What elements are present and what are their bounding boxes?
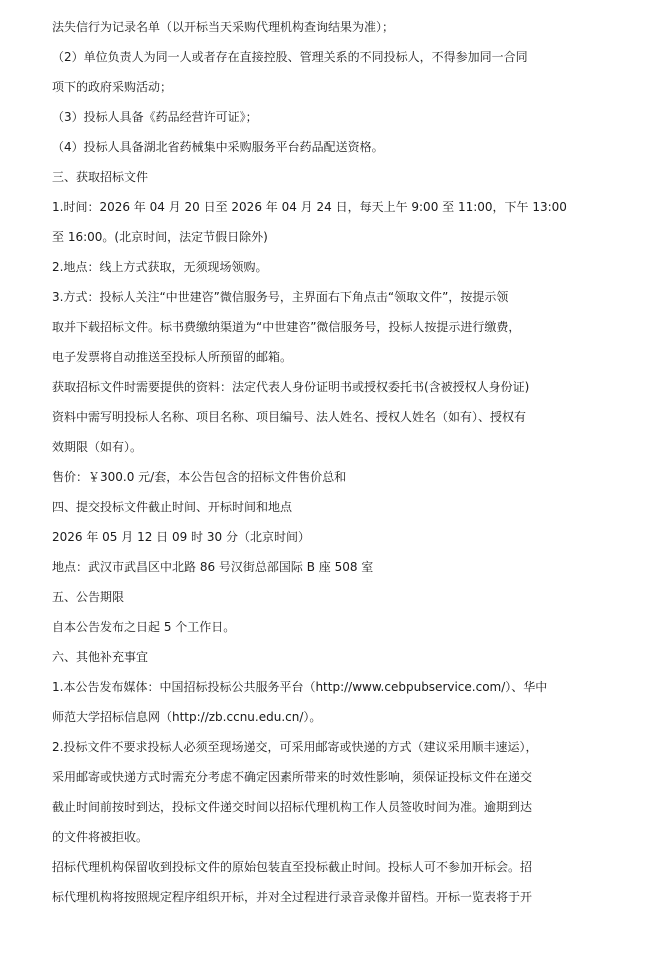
text-line: 1.时间：2026 年 04 月 20 日至 2026 年 04 月 24 日，每天上午 9:00 至 11:00，下午 13:00 bbox=[52, 200, 567, 214]
text-line: 采用邮寄或快递方式时需充分考虑不确定因素所带来的时效性影响，须保证投标文件在递交 bbox=[52, 770, 533, 784]
text-line: 的文件将被拒收。 bbox=[52, 830, 149, 844]
text-line: 自本公告发布之日起 5 个工作日。 bbox=[52, 620, 236, 634]
text-line: 至 16:00。(北京时间，法定节假日除外) bbox=[52, 230, 268, 244]
text-line: 截止时间前按时到达，投标文件递交时间以招标代理机构工作人员签收时间为准。逾期到达 bbox=[52, 800, 533, 814]
text-line: 招标代理机构保留收到投标文件的原始包装直至投标截止时间。投标人可不参加开标会。招 bbox=[52, 860, 533, 874]
section-heading: 五、公告期限 bbox=[52, 590, 125, 604]
text-line: （4）投标人具备湖北省药械集中采购服务平台药品配送资格。 bbox=[52, 140, 384, 154]
text-line: 1.本公告发布媒体：中国招标投标公共服务平台（http://www.cebpubservice.com/）、华中 bbox=[52, 680, 548, 694]
section-heading: 三、获取招标文件 bbox=[52, 170, 149, 184]
text-line: 效期限（如有）。 bbox=[52, 440, 143, 454]
text-line: 法失信行为记录名单（以开标当天采购代理机构查询结果为准）； bbox=[52, 20, 395, 34]
text-line: 标代理机构将按照规定程序组织开标，并对全过程进行录音录像并留档。开标一览表将于开 bbox=[52, 890, 533, 904]
text-line: 2026 年 05 月 12 日 09 时 30 分（北京时间） bbox=[52, 530, 310, 544]
text-line: 取并下载招标文件。标书费缴纳渠道为“中世建咨”微信服务号，投标人按提示进行缴费， bbox=[52, 320, 521, 334]
text-line: 地点：武汉市武昌区中北路 86 号汉街总部国际 B 座 508 室 bbox=[52, 560, 374, 574]
text-line: 项下的政府采购活动； bbox=[52, 80, 173, 94]
text-line: 师范大学招标信息网（http://zb.ccnu.edu.cn/）。 bbox=[52, 710, 322, 724]
text-line: 2.投标文件不要求投标人必须至现场递交，可采用邮寄或快递的方式（建议采用顺丰速运）， bbox=[52, 740, 538, 754]
text-line: 2.地点：线上方式获取，无须现场领购。 bbox=[52, 260, 268, 274]
text-line: 电子发票将自动推送至投标人所预留的邮箱。 bbox=[52, 350, 293, 364]
text-line: （2）单位负责人为同一人或者存在直接控股、管理关系的不同投标人，不得参加同一合同 bbox=[52, 50, 528, 64]
section-heading: 六、其他补充事宜 bbox=[52, 650, 149, 664]
text-line: （3）投标人具备《药品经营许可证》； bbox=[52, 110, 258, 124]
text-line: 资料中需写明投标人名称、项目名称、项目编号、法人姓名、授权人姓名（如有）、授权有 bbox=[52, 410, 527, 424]
text-line: 3.方式：投标人关注“中世建咨”微信服务号，主界面右下角点击“领取文件”，按提示领 bbox=[52, 290, 509, 304]
text-line: 获取招标文件时需要提供的资料：法定代表人身份证明书或授权委托书(含被授权人身份证) bbox=[52, 380, 530, 394]
section-heading: 四、提交投标文件截止时间、开标时间和地点 bbox=[52, 500, 293, 514]
text-line: 售价：￥300.0 元/套，本公告包含的招标文件售价总和 bbox=[52, 470, 347, 484]
